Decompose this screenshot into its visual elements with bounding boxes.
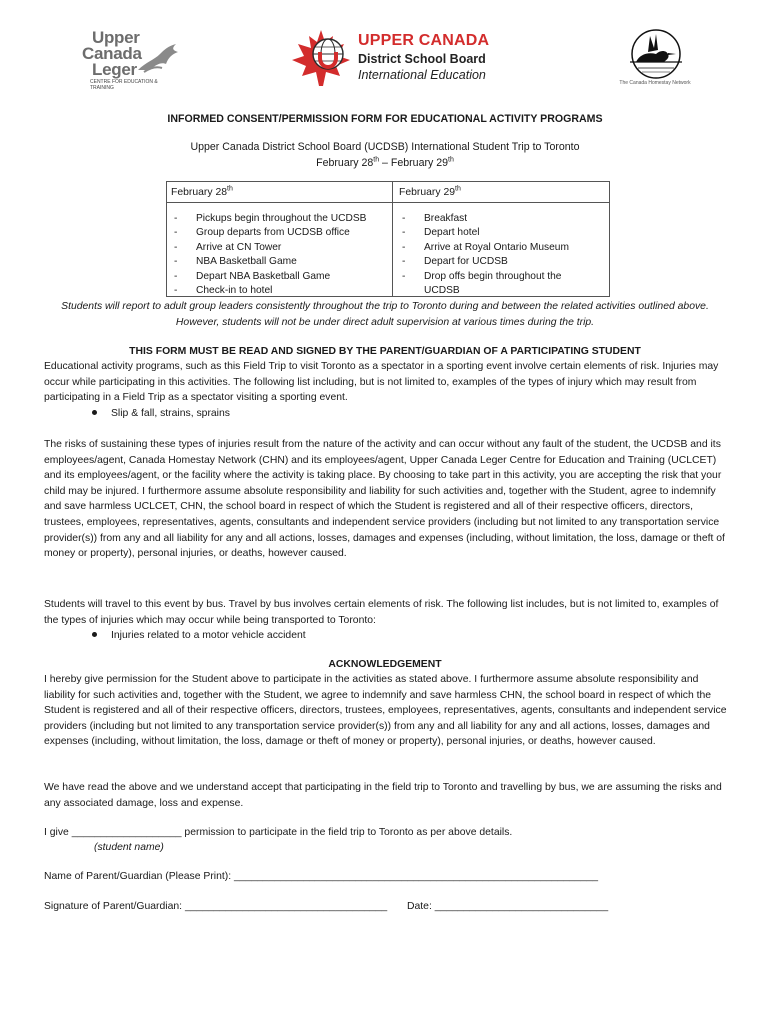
signature-line: [44, 899, 728, 915]
table-divider: [167, 202, 609, 203]
itinerary-table: [166, 181, 610, 297]
parent-name-field[interactable]: _______________________________________________________________: [234, 871, 599, 882]
trip-date-start: February 28: [316, 157, 374, 169]
col1-header-text: February 28: [171, 187, 228, 198]
date-field[interactable]: ______________________________: [434, 901, 609, 912]
must-read-heading: THIS FORM MUST BE READ AND SIGNED BY THE PARENT/GUARDIAN OF A PARTICIPATING STUDENT: [129, 346, 641, 357]
parent-name-label: Name of Parent/Guardian (Please Print):: [44, 871, 232, 882]
itinerary-col2-header: [399, 185, 461, 201]
student-name-hint: (student name): [94, 842, 164, 853]
give-suffix: permission to participate in the field trip to Toronto as per above details.: [184, 827, 513, 838]
ucdsb-logo-line1: UPPER CANADA: [358, 32, 490, 49]
risk-intro-paragraph: Educational activity programs, such as this Field Trip to visit Toronto as a spectator in a sporting event involve certain elements of risk. Injuries may occur while participating in this activities. The following list including, but is not limited to, examples of the types of injury which may result from participating in a Field Trip as a spectator visiting a sporting event.: [44, 361, 719, 404]
supervision-note: Students will report to adult group leaders consistently throughout the trip to Toronto during and between the related activities outlined above. However, students will not be under direct adult supervision at various times during the trip.: [61, 301, 709, 328]
ucdsb-logo: [286, 28, 496, 88]
trip-date-end-sup: th: [448, 156, 454, 164]
loon-icon: [608, 28, 702, 80]
signature-field[interactable]: ___________________________________: [184, 901, 388, 912]
col2-header-sup: th: [455, 185, 461, 193]
bullet-icon: [92, 410, 97, 415]
trip-subtitle: Upper Canada District School Board (UCDSB) International Student Trip to Toronto: [190, 141, 580, 153]
list-item: - Check-in to hotel: [167, 284, 389, 298]
leger-logo-line1: Upper: [92, 28, 140, 47]
trip-date-start-sup: th: [373, 156, 380, 164]
ucdsb-logo-line2: District School Board: [358, 52, 486, 66]
upper-canada-leger-logo: [78, 28, 188, 91]
parent-name-line: [44, 869, 728, 885]
trip-dates: [0, 156, 770, 172]
itinerary-col2-list: [395, 212, 585, 298]
acknowledgement-heading: ACKNOWLEDGEMENT: [328, 659, 442, 670]
itinerary-col1-list: [167, 212, 389, 298]
canada-homestay-network-logo: [608, 28, 702, 90]
leger-logo-line3: Leger: [92, 60, 137, 79]
leger-logo-line2: Canada: [82, 44, 142, 63]
table-divider: [392, 182, 393, 296]
list-item: - Depart NBA Basketball Game: [167, 270, 389, 284]
acknowledgement-paragraph: I hereby give permission for the Student above to participate in the activities as stated above. I furthermore assume absolute responsibility and liability for such activities and, together with the Student, we agree to indemnify and save harmless CHN, the school board in respect of which the Student is registered and all of their respective officers, directors, trustees, employees, representatives, agents, consultants and independent service providers (including but not limited to any transportation service provider(s)) from any and all liability for any and all actions, losses, damages and expenses (including, without limitation, the loss, damage or theft of money or property), personal injuries, or deaths, however caused.: [44, 674, 727, 748]
itinerary-col1-header: [171, 185, 233, 201]
student-permission-line: [44, 825, 728, 841]
list-item: - Drop offs begin throughout the UCDSB: [395, 270, 585, 299]
signature-label: Signature of Parent/Guardian:: [44, 901, 183, 912]
list-item: - Arrive at Royal Ontario Museum: [395, 241, 585, 255]
ucdsb-logo-line3: International Education: [358, 68, 486, 82]
risk-paragraph: The risks of sustaining these types of injuries result from the nature of the activity and can occur without any fault of the student, the UCDSB and its employees/agent, Canada Homestay Network (CHN) and its employees/agent, Upper Canada Leger Centre for Education and Training (UCLCET) and its employees/agent, or the facility where the activity is taking place. By choosing to take part in this activity, you are accepting the risk that your child may be injured. I furthermore assume absolute responsibility and liability for such activities and, together with the Student, agree to indemnify and save harmless UCLCET, CHN, the school board in respect of which the Student is registered and all of their respective officers, directors, trustees, employees, representatives, agents, consultants and independent service providers (including but not limited to any transportation service provider(s)) from any and all liability for any and all actions, losses, damages and expenses (including, without limitation, the loss, damage or theft of money or property), personal injuries, or deaths, however caused.: [44, 439, 725, 560]
leger-logo-sub: CENTRE FOR EDUCATION & TRAINING: [90, 79, 158, 91]
col1-header-sup: th: [227, 185, 233, 193]
bullet-icon: [92, 632, 97, 637]
bus-bullet: [92, 628, 306, 644]
list-item: - Arrive at CN Tower: [167, 241, 389, 255]
list-item: - Breakfast: [395, 212, 585, 226]
trip-date-sep: –: [379, 157, 391, 169]
trip-date-end: February 29: [390, 157, 449, 169]
acceptance-paragraph: We have read the above and we understand accept that participating in the field trip to Toronto and travelling by bus, we are assuming the risks and any associated damage, loss and expense.: [44, 782, 722, 809]
list-item: - Depart for UCDSB: [395, 255, 585, 269]
date-label: Date:: [407, 901, 432, 912]
risk-bullet: [92, 406, 230, 422]
col2-header-text: February 29: [399, 187, 456, 198]
give-prefix: I give: [44, 827, 69, 838]
bird-icon: [136, 40, 182, 78]
bus-paragraph: Students will travel to this event by bus. Travel by bus involves certain elements of risk. The following list includes, but is not limited to, examples of the types of injuries which may occur while being transported to Toronto:: [44, 599, 719, 626]
student-name-field[interactable]: ___________________: [71, 827, 182, 838]
list-item: - NBA Basketball Game: [167, 255, 389, 269]
form-title: INFORMED CONSENT/PERMISSION FORM FOR EDUCATIONAL ACTIVITY PROGRAMS: [167, 113, 603, 125]
maple-leaf-globe-icon: [286, 28, 356, 88]
list-item: - Depart hotel: [395, 226, 585, 240]
list-item: - Group departs from UCDSB office: [167, 226, 389, 240]
risk-bullet-text: Slip & fall, strains, sprains: [111, 408, 230, 419]
list-item: - Pickups begin throughout the UCDSB: [167, 212, 389, 226]
bus-bullet-text: Injuries related to a motor vehicle accident: [111, 630, 306, 641]
chn-logo-caption: The Canada Homestay Network: [619, 80, 691, 86]
